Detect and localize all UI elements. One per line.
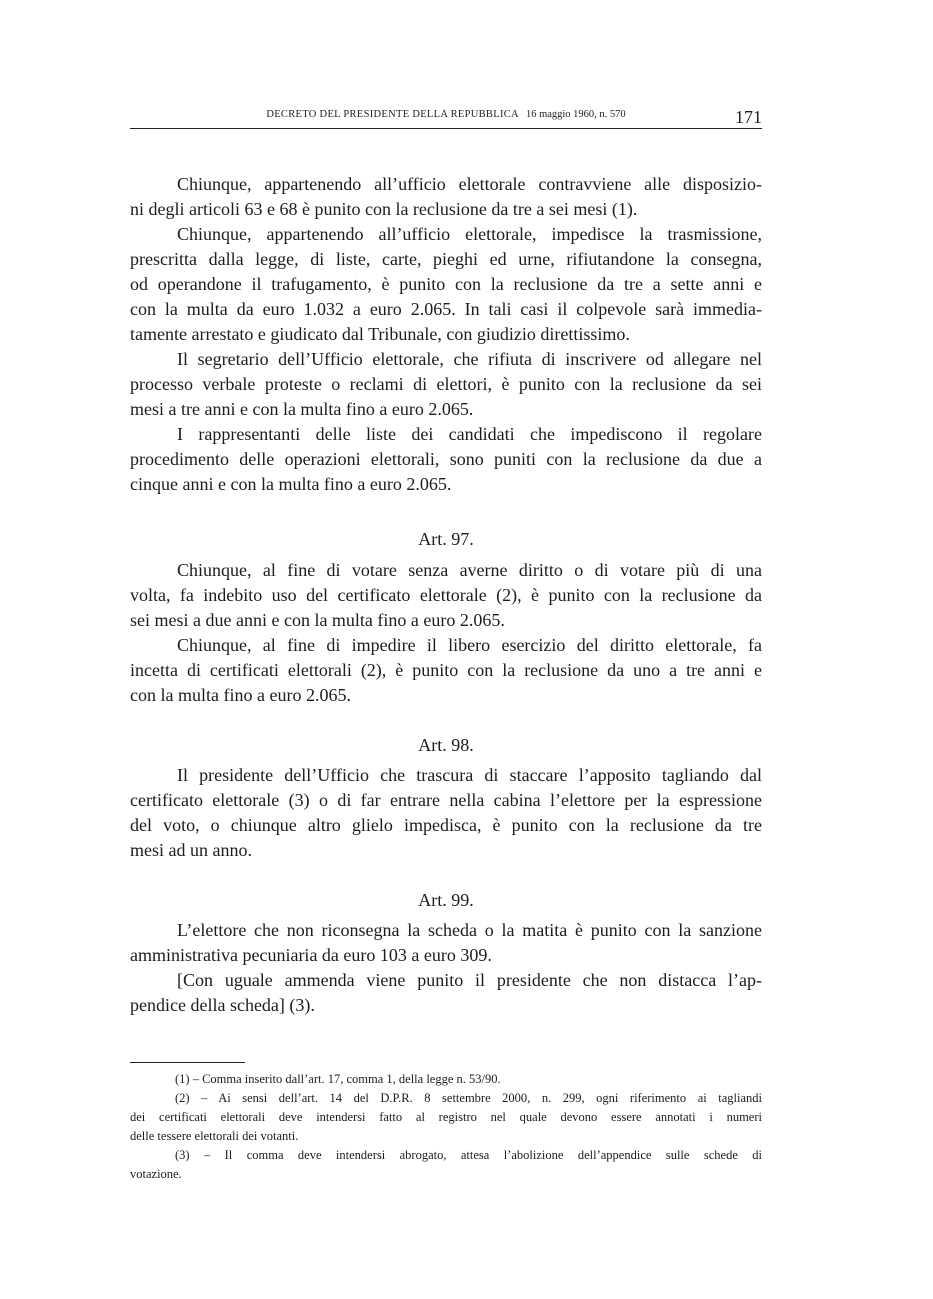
body-text	[130, 172, 762, 1018]
text-line: [Con uguale ammenda viene punito il presidente che non distacca l’ap-	[177, 970, 762, 990]
footnote-line: delle tessere elettorali dei votanti.	[130, 1129, 299, 1143]
text-line: procedimento delle operazioni elettorali, sono puniti con la reclusione da due a	[130, 449, 762, 469]
text-line: del voto, o chiunque altro glielo impedisca, è punito con la reclusione da tre	[130, 815, 762, 835]
footnote-line: (1) – Comma inserito dall’art. 17, comma 1, della legge n. 53/90.	[175, 1072, 501, 1086]
paragraph	[130, 633, 762, 708]
footnote-line: votazione.	[130, 1167, 182, 1181]
footnote	[130, 1089, 762, 1146]
paragraph	[130, 222, 762, 347]
paragraph	[130, 347, 762, 422]
article-heading: Art. 99.	[418, 890, 474, 910]
article-heading: Art. 98.	[418, 735, 474, 755]
header-rule	[130, 128, 762, 129]
text-line: con la multa da euro 1.032 a euro 2.065. In tali casi il colpevole sarà immedia-	[130, 299, 762, 319]
text-line: ni degli articoli 63 e 68 è punito con la reclusione da tre a sei mesi (1).	[130, 199, 638, 219]
text-line: prescritta dalla legge, di liste, carte, pieghi ed urne, rifiutandone la consegna,	[130, 249, 762, 269]
paragraph	[130, 968, 762, 1018]
article-heading: Art. 97.	[418, 529, 474, 549]
text-line: Chiunque, appartenendo all’ufficio elettorale contravviene alle disposizio-	[177, 174, 762, 194]
text-line: cinque anni e con la multa fino a euro 2.065.	[130, 474, 452, 494]
text-line: Il segretario dell’Ufficio elettorale, che rifiuta di inscrivere od allegare nel	[177, 349, 762, 369]
text-line: volta, fa indebito uso del certificato elettorale (2), è punito con la reclusione da	[130, 585, 762, 605]
text-line: con la multa fino a euro 2.065.	[130, 685, 351, 705]
footnote-line: (3) – Il comma deve intendersi abrogato, attesa l’abolizione dell’appendice sulle schede di	[175, 1148, 762, 1162]
text-line: od operandone il trafugamento, è punito con la reclusione da tre a sette anni e	[130, 274, 762, 294]
page-number: 171	[735, 107, 762, 127]
text-line: pendice della scheda] (3).	[130, 995, 315, 1015]
text-line: processo verbale proteste o reclami di elettori, è punito con la reclusione da sei	[130, 374, 762, 394]
running-head-title: DECRETO DEL PRESIDENTE DELLA REPUBBLICA	[266, 109, 519, 120]
running-head	[130, 105, 762, 123]
text-line: tamente arrestato e giudicato dal Tribunale, con giudizio direttissimo.	[130, 324, 630, 344]
text-line: certificato elettorale (3) o di far entrare nella cabina l’elettore per la espressione	[130, 790, 762, 810]
text-line: sei mesi a due anni e con la multa fino a euro 2.065.	[130, 610, 505, 630]
paragraph	[130, 422, 762, 497]
footnote-line: dei certificati elettorali deve intendersi fatto al registro nel quale devono essere annotati i numeri	[130, 1110, 762, 1124]
text-line: Chiunque, al fine di impedire il libero esercizio del diritto elettorale, fa	[177, 635, 762, 655]
text-line: incetta di certificati elettorali (2), è punito con la reclusione da uno a tre anni e	[130, 660, 762, 680]
paragraph	[130, 918, 762, 968]
footnotes	[130, 1070, 762, 1184]
paragraph	[130, 172, 762, 222]
paragraph	[130, 763, 762, 863]
text-line: L’elettore che non riconsegna la scheda o la matita è punito con la sanzione	[177, 920, 762, 940]
footnote	[130, 1146, 762, 1184]
text-line: Chiunque, al fine di votare senza averne diritto o di votare più di una	[177, 560, 762, 580]
paragraph	[130, 558, 762, 633]
text-line: I rappresentanti delle liste dei candidati che impediscono il regolare	[177, 424, 762, 444]
text-line: Il presidente dell’Ufficio che trascura di staccare l’apposito tagliando dal	[177, 765, 762, 785]
running-head-date: 16 maggio 1960, n. 570	[525, 109, 626, 120]
text-line: mesi ad un anno.	[130, 840, 252, 860]
footnote	[130, 1070, 762, 1089]
text-line: Chiunque, appartenendo all’ufficio elettorale, impedisce la trasmissione,	[177, 224, 762, 244]
text-line: amministrativa pecuniaria da euro 103 a euro 309.	[130, 945, 492, 965]
footnote-line: (2) – Ai sensi dell’art. 14 del D.P.R. 8 settembre 2000, n. 299, ogni riferimento ai tagliandi	[175, 1091, 762, 1105]
text-line: mesi a tre anni e con la multa fino a euro 2.065.	[130, 399, 474, 419]
footnote-rule	[130, 1062, 245, 1063]
